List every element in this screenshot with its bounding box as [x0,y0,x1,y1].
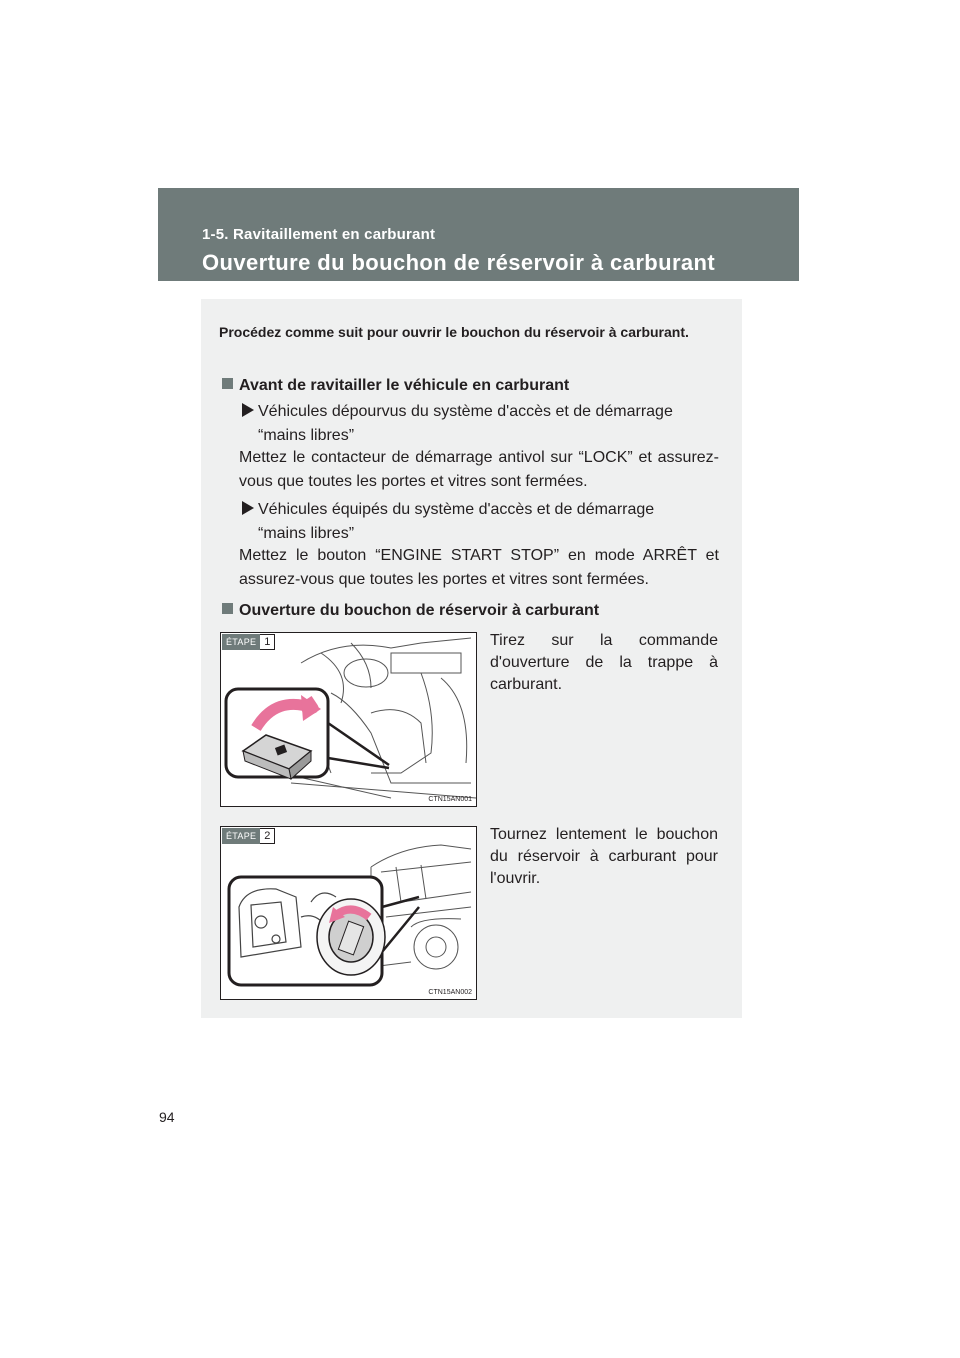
step-badge-label: ÉTAPE [222,828,260,844]
step-badge-number: 1 [260,634,275,650]
step-1-figure [220,632,477,807]
triangle-bullet-icon [242,403,254,417]
step-2-figure [220,826,477,1000]
step-badge [222,828,275,844]
subheading-label: Avant de ravitailler le véhicule en carburant [239,377,570,394]
condition-item [239,498,719,546]
subheading-before-refuel [222,375,569,397]
section-label: 1-5. Ravitaillement en carburant [202,226,436,243]
figure-code: CTN15AN002 [428,989,472,996]
subheading-label: Ouverture du bouchon de réservoir à carburant [239,602,600,619]
instruction-text: Mettez le contacteur de démarrage antivol sur “LOCK” et assurez-vous que toutes les portes et vitres sont fermées. [239,449,719,490]
triangle-bullet-icon [242,501,254,515]
condition-text-cont: “mains libres” [258,427,355,444]
page-number: 94 [159,1109,175,1125]
subheading-opening [222,600,599,622]
condition-text-cont: “mains libres” [258,525,355,542]
square-bullet-icon [222,603,233,614]
square-bullet-icon [222,378,233,389]
fuel-cap-illustration [221,827,477,1000]
condition-text: Véhicules équipés du système d'accès et de démarrage [258,501,655,518]
condition-item [239,400,719,448]
intro-text: Procédez comme suit pour ouvrir le bouchon du réservoir à carburant. [219,324,689,340]
step-badge-number: 2 [260,828,275,844]
page-title: Ouverture du bouchon de réservoir à carburant [202,250,716,275]
figure-code: CTN15AN001 [428,796,472,803]
condition-text: Véhicules dépourvus du système d'accès et de démarrage [258,403,673,420]
step-badge [222,634,275,650]
instruction-text: Mettez le bouton “ENGINE START STOP” en mode ARRÊT et assurez-vous que toutes les portes et vitres sont fermées. [239,547,719,588]
step-2-text: Tournez lentement le bouchon du réservoir à carburant pour l'ouvrir. [490,826,718,887]
step-1-text: Tirez sur la commande d'ouverture de la trappe à carburant. [490,632,718,693]
step-badge-label: ÉTAPE [222,634,260,650]
fuel-door-lever-illustration [221,633,477,807]
